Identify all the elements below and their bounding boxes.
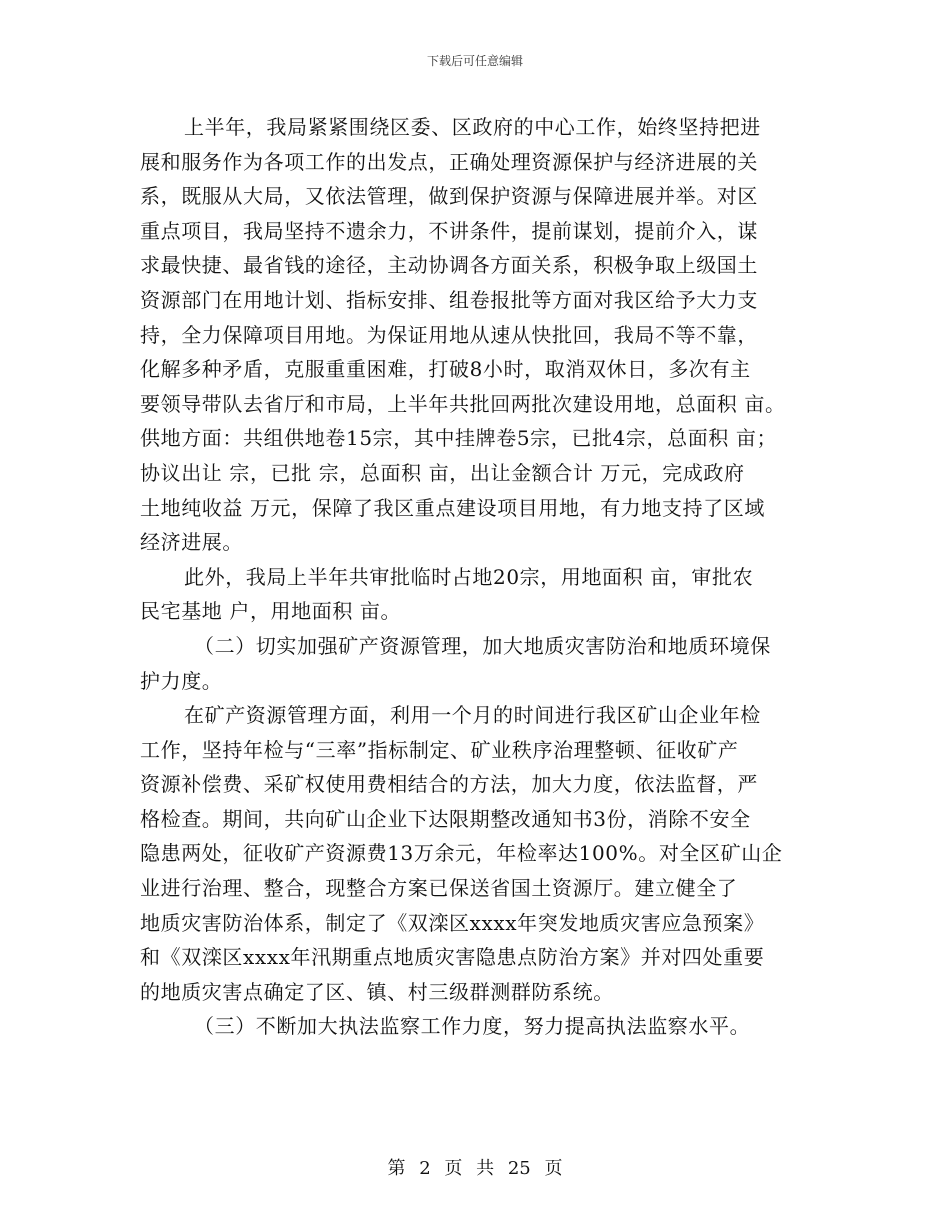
body-line: 在矿产资源管理方面，利用一个月的时间进行我区矿山企业年检 bbox=[184, 703, 761, 728]
body-line: 和《双滦区xxxx年汛期重点地质灾害隐患点防治方案》并对四处重要 bbox=[140, 945, 765, 970]
page-header: 下载后可任意编辑 bbox=[426, 54, 523, 68]
body-line: 的地质灾害点确定了区、镇、村三级群测群防系统。 bbox=[140, 979, 614, 1004]
body-line: 经济进展。 bbox=[140, 530, 243, 555]
page-number: 第 2 页 共 25 页 bbox=[387, 1158, 563, 1179]
body-line: 业进行治理、整合，现整合方案已保送省国土资源厅。建立健全了 bbox=[140, 876, 738, 901]
body-line: 民宅基地 户，用地面积 亩。 bbox=[140, 599, 402, 624]
body-line: 此外，我局上半年共审批临时占地20宗，用地面积 亩，审批农 bbox=[184, 564, 754, 589]
body-line: 要领导带队去省厅和市局，上半年共批回两批次建设用地，总面积 亩。 bbox=[140, 391, 786, 416]
body-line: 求最快捷、最省钱的途径，主动协调各方面关系，积极争取上级国土 bbox=[140, 253, 758, 278]
section-heading-cont: 护力度。 bbox=[140, 668, 223, 693]
body-line: 展和服务作为各项工作的出发点，正确处理资源保护与经济进展的关 bbox=[140, 149, 758, 174]
body-line: 格检查。期间，共向矿山企业下达限期整改通知书3份，消除不安全 bbox=[140, 806, 751, 831]
section-heading: （二）切实加强矿产资源管理，加大地质灾害防治和地质环境保 bbox=[194, 633, 771, 658]
body-line: 化解多种矛盾，克服重重困难，打破8小时，取消双休日，多次有主 bbox=[140, 357, 751, 382]
body-line: 持，全力保障项目用地。为保证用地从速从快批回，我局不等不靠， bbox=[140, 322, 758, 347]
body-line: 工作，坚持年检与“三率”指标制定、矿业秩序治理整顿、征收矿产 bbox=[140, 737, 739, 762]
body-line: 资源部门在用地计划、指标安排、组卷报批等方面对我区给予大力支 bbox=[140, 287, 758, 312]
body-line: 资源补偿费、采矿权使用费相结合的方法，加大力度，依法监督，严 bbox=[140, 772, 758, 797]
section-heading: （三）不断加大执法监察工作力度，努力提高执法监察水平。 bbox=[194, 1014, 751, 1039]
body-line: 隐患两处，征收矿产资源费13万余元，年检率达100%。对全区矿山企 bbox=[140, 841, 783, 866]
body-line: 供地方面：共组供地卷15宗，其中挂牌卷5宗，已批4宗，总面积 亩； bbox=[140, 426, 778, 451]
body-line: 土地纯收益 万元，保障了我区重点建设项目用地，有力地支持了区域 bbox=[140, 495, 765, 520]
body-line: 地质灾害防治体系，制定了《双滦区xxxx年突发地质灾害应急预案》 bbox=[140, 910, 765, 935]
document-body bbox=[140, 110, 830, 1044]
body-line: 重点项目，我局坚持不遗余力，不讲条件，提前谋划，提前介入，谋 bbox=[140, 218, 758, 243]
body-line: 系，既服从大局，又依法管理，做到保护资源与保障进展并举。对区 bbox=[140, 184, 758, 209]
body-line: 协议出让 宗，已批 宗，总面积 亩，出让金额合计 万元，完成政府 bbox=[140, 460, 745, 485]
body-line: 上半年，我局紧紧围绕区委、区政府的中心工作，始终坚持把进 bbox=[184, 115, 761, 139]
